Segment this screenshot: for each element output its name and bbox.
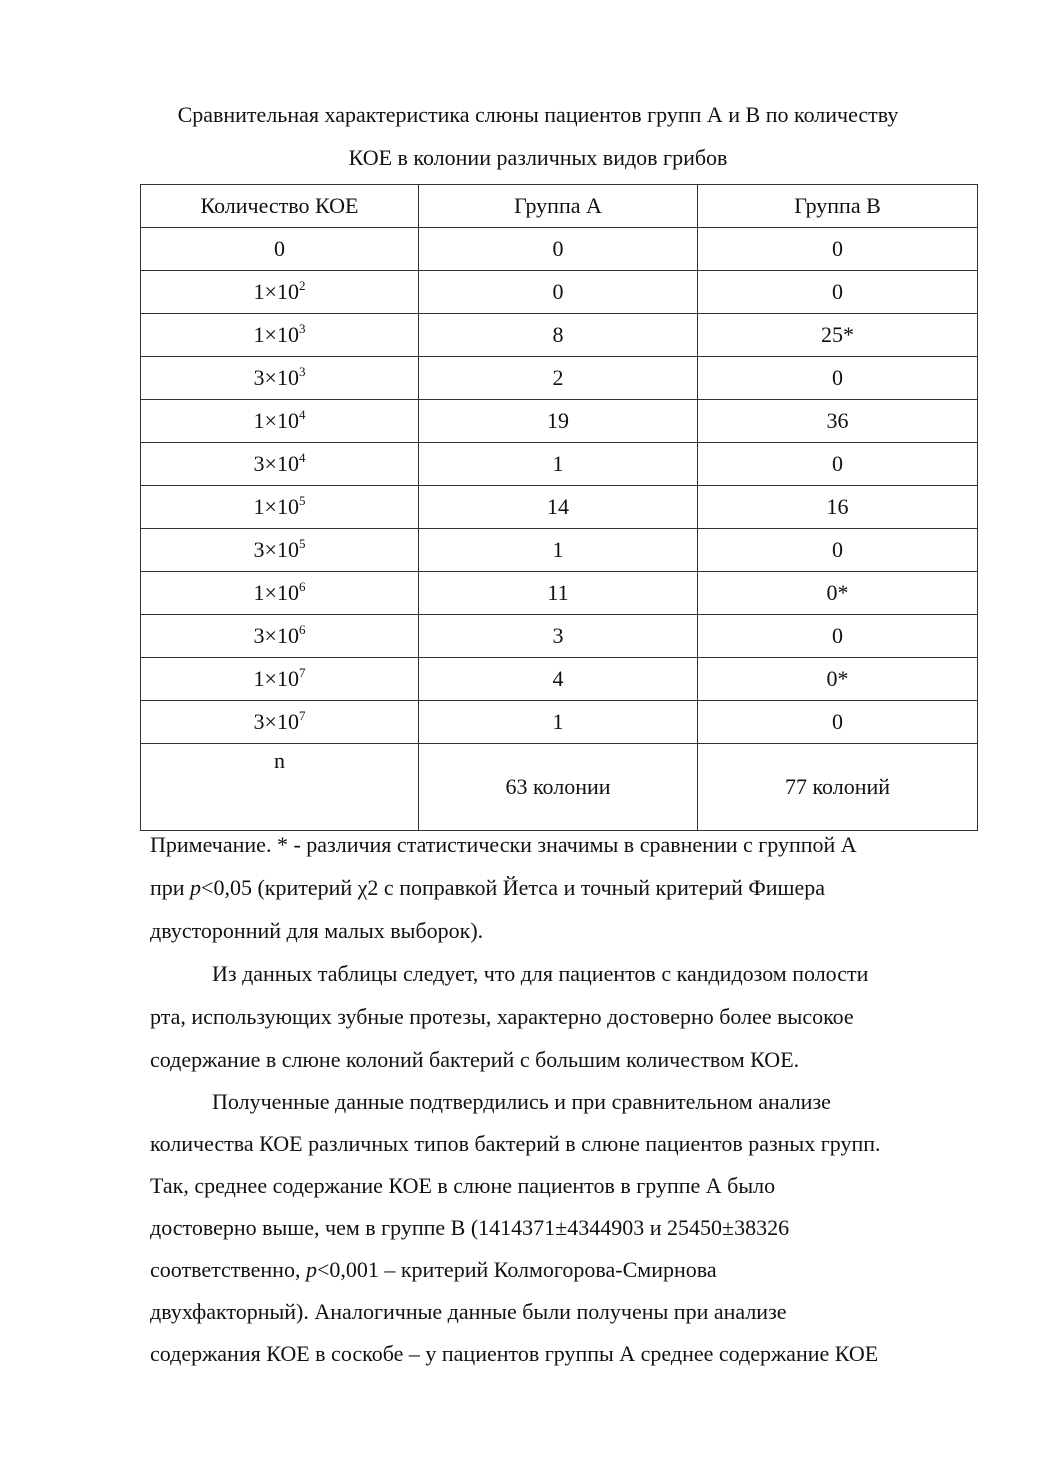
group-a-cell: 4 bbox=[419, 658, 698, 701]
cfu-base: 1×10 bbox=[253, 279, 299, 304]
group-a-cell: 1 bbox=[419, 443, 698, 486]
group-b-cell: 0 bbox=[698, 228, 978, 271]
table-row bbox=[141, 486, 978, 529]
group-a-cell: 11 bbox=[419, 572, 698, 615]
cfu-exponent: 6 bbox=[298, 579, 306, 594]
cfu-base: 1×10 bbox=[253, 580, 299, 605]
group-a-cell: 0 bbox=[419, 271, 698, 314]
cfu-count-cell bbox=[141, 271, 419, 314]
cfu-base: 1×10 bbox=[253, 408, 299, 433]
group-b-cell: 0 bbox=[698, 529, 978, 572]
cfu-base: 1×10 bbox=[253, 666, 299, 691]
cfu-count-cell bbox=[141, 443, 419, 486]
para2-line-1: Полученные данные подтвердились и при сравнительном анализе bbox=[212, 1089, 831, 1114]
table-row bbox=[141, 314, 978, 357]
header-group-b: Группа В bbox=[698, 185, 978, 228]
cfu-base: 1×10 bbox=[253, 494, 299, 519]
total-label: n bbox=[141, 744, 419, 831]
group-b-cell: 0 bbox=[698, 443, 978, 486]
para2-line-5-post: <0,001 – критерий Колмогорова-Смирнова bbox=[316, 1257, 717, 1282]
cfu-base: 3×10 bbox=[253, 451, 299, 476]
group-a-cell: 19 bbox=[419, 400, 698, 443]
group-a-cell: 1 bbox=[419, 701, 698, 744]
cfu-count-cell bbox=[141, 572, 419, 615]
note-line-2-pre: при bbox=[150, 875, 191, 900]
header-cfu-count: Количество КОЕ bbox=[141, 185, 419, 228]
para2-line-5-pre: соответственно, bbox=[150, 1257, 306, 1282]
group-b-cell: 0* bbox=[698, 572, 978, 615]
para1-line-3: содержание в слюне колоний бактерий с большим количеством КОЕ. bbox=[150, 1047, 800, 1072]
table-row bbox=[141, 357, 978, 400]
cfu-count-cell bbox=[141, 357, 419, 400]
table-row bbox=[141, 701, 978, 744]
table-row bbox=[141, 400, 978, 443]
cfu-exponent: 7 bbox=[298, 708, 306, 723]
group-b-cell: 16 bbox=[698, 486, 978, 529]
group-b-cell: 0 bbox=[698, 357, 978, 400]
cfu-base: 3×10 bbox=[253, 537, 299, 562]
cfu-count-cell bbox=[141, 529, 419, 572]
group-b-cell: 36 bbox=[698, 400, 978, 443]
cfu-comparison-table bbox=[140, 184, 978, 831]
group-a-cell: 2 bbox=[419, 357, 698, 400]
para2-line-3: Так, среднее содержание КОЕ в слюне пациентов в группе А было bbox=[150, 1173, 776, 1198]
cfu-exponent: 6 bbox=[298, 622, 306, 637]
table-title-line-1: Сравнительная характеристика слюны пациентов групп А и В по количеству bbox=[177, 102, 899, 127]
cfu-base: 3×10 bbox=[253, 365, 299, 390]
para1-line-2: рта, использующих зубные протезы, характерно достоверно более высокое bbox=[150, 1004, 854, 1029]
para2-line-2: количества КОЕ различных типов бактерий в слюне пациентов разных групп. bbox=[150, 1131, 881, 1156]
cfu-exponent: 5 bbox=[298, 493, 306, 508]
table-row bbox=[141, 271, 978, 314]
cfu-exponent: 4 bbox=[298, 450, 306, 465]
cfu-exponent: 7 bbox=[298, 665, 306, 680]
para2-line-7: содержания КОЕ в соскобе – у пациентов группы А среднее содержание КОЕ bbox=[150, 1341, 879, 1366]
table-title-line-2: КОЕ в колонии различных видов грибов bbox=[348, 145, 728, 170]
group-a-cell: 1 bbox=[419, 529, 698, 572]
cfu-base: 3×10 bbox=[253, 623, 299, 648]
cfu-base: 0 bbox=[274, 236, 285, 261]
cfu-count-cell bbox=[141, 701, 419, 744]
para2-line-5 bbox=[150, 1255, 717, 1285]
group-b-cell: 25* bbox=[698, 314, 978, 357]
cfu-count-cell bbox=[141, 486, 419, 529]
note-line-2 bbox=[150, 873, 825, 903]
group-a-cell: 0 bbox=[419, 228, 698, 271]
cfu-count-cell bbox=[141, 658, 419, 701]
table-total-row bbox=[141, 744, 978, 831]
group-b-cell: 0 bbox=[698, 271, 978, 314]
note-line-2-post: <0,05 (критерий χ2 с поправкой Йетса и точный критерий Фишера bbox=[201, 875, 826, 900]
cfu-base: 3×10 bbox=[253, 709, 299, 734]
table-row bbox=[141, 228, 978, 271]
para2-p-symbol: p bbox=[305, 1257, 317, 1282]
para2-line-4: достоверно выше, чем в группе В (1414371±4344903 и 25450±38326 bbox=[150, 1215, 790, 1240]
cfu-exponent: 2 bbox=[298, 278, 306, 293]
note-line-3: двусторонний для малых выборок). bbox=[150, 918, 484, 943]
cfu-count-cell bbox=[141, 400, 419, 443]
note-line-1: Примечание. * - различия статистически значимы в сравнении с группой А bbox=[150, 832, 857, 857]
table-row bbox=[141, 443, 978, 486]
total-group-b: 77 колоний bbox=[698, 744, 978, 831]
table-row bbox=[141, 615, 978, 658]
cfu-exponent: 5 bbox=[298, 536, 306, 551]
cfu-count-cell bbox=[141, 314, 419, 357]
table-row bbox=[141, 658, 978, 701]
total-group-a: 63 колонии bbox=[419, 744, 698, 831]
cfu-exponent: 3 bbox=[298, 321, 306, 336]
group-b-cell: 0 bbox=[698, 615, 978, 658]
note-p-symbol: p bbox=[190, 875, 202, 900]
para1-line-1: Из данных таблицы следует, что для пациентов с кандидозом полости bbox=[212, 961, 869, 986]
table-row bbox=[141, 529, 978, 572]
table-header-row bbox=[141, 185, 978, 228]
table-row bbox=[141, 572, 978, 615]
group-b-cell: 0* bbox=[698, 658, 978, 701]
cfu-base: 1×10 bbox=[253, 322, 299, 347]
para2-line-6: двухфакторный). Аналогичные данные были получены при анализе bbox=[150, 1299, 787, 1324]
group-a-cell: 8 bbox=[419, 314, 698, 357]
cfu-count-cell bbox=[141, 228, 419, 271]
header-group-a: Группа А bbox=[419, 185, 698, 228]
cfu-exponent: 3 bbox=[298, 364, 306, 379]
cfu-count-cell bbox=[141, 615, 419, 658]
table-body bbox=[141, 228, 978, 744]
group-a-cell: 3 bbox=[419, 615, 698, 658]
cfu-exponent: 4 bbox=[298, 407, 306, 422]
group-b-cell: 0 bbox=[698, 701, 978, 744]
group-a-cell: 14 bbox=[419, 486, 698, 529]
